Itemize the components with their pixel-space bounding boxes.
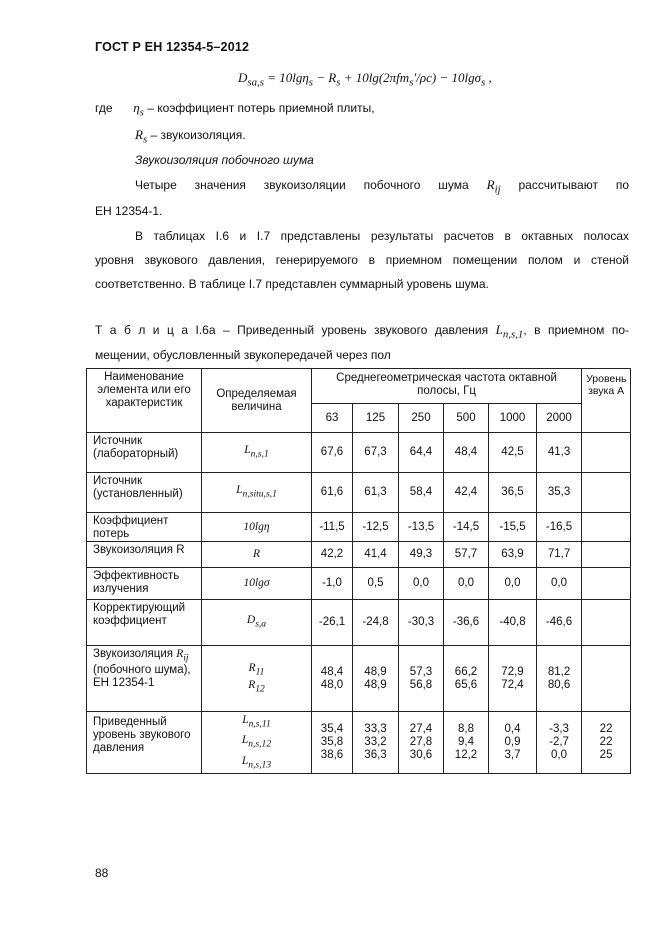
table-row [87,712,631,774]
value-cell: 49,3 [399,542,444,568]
quantity-cell [202,646,312,712]
total-cell-empty [582,513,631,542]
total-cell-empty [582,600,631,646]
quantity-cell: $D_{s,a}$ [202,600,312,646]
value-cell: 41,4 [353,542,399,568]
value-cell: 58,4 [399,473,444,513]
total-value: 22 [599,722,613,735]
header-quantity: Определяемая величина [202,369,312,433]
value-line: 0,0 [551,748,568,761]
element-name-cell [87,646,202,712]
paragraph-2-line-1: В таблицах I.6 и I.7 представлены результаты расчетов в октавных полосах [135,229,629,243]
value-cell [444,712,489,774]
element-name-cell: Источник (лабораторный) [87,433,202,473]
total-value: 25 [599,748,613,761]
value-line: 35,8 [320,735,344,748]
value-cell [444,646,489,712]
value-cell: 41,3 [537,433,582,473]
value-line: 48,4 [320,665,344,678]
total-cell-empty [582,568,631,600]
value-cell: 67,3 [353,433,399,473]
r-description: – звукоизоляция. [147,128,246,142]
table-row [87,473,631,513]
total-cell-empty [582,433,631,473]
damping-formula: $D_{sa,s} = 10\lg\eta_s - R_s + 10\lg(2\pi fm_s'/\rho c) - 10\lg\sigma_s$ , [238,70,492,89]
paragraph-2-line-2: уровня звукового давления, генерируемого в приемном помещении полом и стеной [95,253,629,267]
value-line: 27,8 [409,735,433,748]
table-row [87,600,631,646]
value-cell: 0,0 [537,568,582,600]
value-line: 3,7 [504,748,521,761]
rij-name-post: (побочного шума), ЕН 12354-1 [93,664,191,690]
quantity-line: $L_{n,s,13}$ [241,754,272,770]
table-caption-line-2: мещении, обусловленный звукопередачей через пол [95,348,391,362]
value-cell: 0,0 [444,568,489,600]
value-cell: 0,0 [489,568,537,600]
para1-text-end: рассчитывают по [518,178,629,192]
caption-text-end: , в приемном по- [523,323,629,337]
value-cell: -30,3 [399,600,444,646]
quantity-cell: $L_{n,situ,s,1}$ [202,473,312,513]
value-cell [399,712,444,774]
value-cell: 42,5 [489,433,537,473]
quantity-line: $R_{11}$ [248,662,265,678]
table-row [87,568,631,600]
total-cell-empty [582,646,631,712]
value-line: 33,3 [364,722,387,735]
quantity-cell: 10lgσ [202,568,312,600]
value-cell: 0,5 [353,568,399,600]
element-name-cell: Приведенный уровень звукового давления [87,712,202,774]
table-row [87,646,631,712]
value-cell: 0,0 [399,568,444,600]
table-row [87,542,631,568]
rij-name-pre: Звукоизоляция [93,648,177,660]
value-cell: -24,8 [353,600,399,646]
frequency-header: 500 [444,404,489,433]
results-table [86,368,631,774]
table-row [87,433,631,473]
value-line: 38,6 [320,748,344,761]
value-line: 57,3 [409,665,433,678]
value-line: 48,9 [364,678,387,691]
value-line: 81,2 [547,665,571,678]
value-cell: -13,5 [399,513,444,542]
value-line: 0,9 [504,735,521,748]
element-name-cell: Коэффициент потерь [87,513,202,542]
value-cell: 61,3 [353,473,399,513]
value-cell: 36,5 [489,473,537,513]
value-cell: 57,7 [444,542,489,568]
value-cell [399,646,444,712]
rij-name-symbol: $R_{ij}$ [176,648,189,664]
value-line: 35,4 [320,722,344,735]
frequency-header: 125 [353,404,399,433]
value-cell [312,646,353,712]
quantity-line: $L_{n,s,12}$ [241,734,272,750]
value-line: 36,3 [364,748,387,761]
value-line: 80,6 [547,678,571,691]
value-line: 12,2 [454,748,478,761]
value-line: 48,0 [320,678,344,691]
element-name-cell: Корректирующий коэффициент [87,600,202,646]
value-cell: -14,5 [444,513,489,542]
page-number: 88 [95,866,109,880]
value-line: 65,6 [454,678,478,691]
para1-text-start: Четыре значения звукоизоляции побочного шума [135,178,469,192]
value-cell [489,646,537,712]
value-cell [537,712,582,774]
value-cell: 42,4 [444,473,489,513]
value-cell: 71,7 [537,542,582,568]
header-total: Уровень звука A [582,369,631,433]
element-name-cell: Эффективность излучения [87,568,202,600]
value-cell: -36,6 [444,600,489,646]
value-line: 72,9 [501,665,524,678]
quantity-cell: R [202,542,312,568]
value-line: 8,8 [458,722,474,735]
frequency-header: 63 [312,404,353,433]
table-body [87,433,631,774]
value-line: -3,3 [549,722,569,735]
total-cell-empty [582,473,631,513]
value-cell: -46,6 [537,600,582,646]
caption-symbol: $L_{n,s,1}$ [495,322,524,341]
paragraph-2-line-3: соответственно. В таблице I.7 представлен суммарный уровень шума. [95,277,489,291]
value-line: 9,4 [458,735,474,748]
total-value: 22 [599,735,613,748]
value-cell [353,646,399,712]
value-cell: 61,6 [312,473,353,513]
value-line: 33,2 [364,735,387,748]
quantity-cell: $L_{n,s,1}$ [202,433,312,473]
value-cell: 35,3 [537,473,582,513]
frequency-header: 1000 [489,404,537,433]
value-line: 48,9 [364,665,387,678]
header-element: Наименование элемента или его характеристик [87,369,202,433]
table-row [87,513,631,542]
value-line: 30,6 [409,748,433,761]
where-label: где [95,101,113,115]
eta-description: – коэффициент потерь приемной плиты, [143,101,375,115]
frequency-header: 2000 [537,404,582,433]
element-name-cell: Звукоизоляция R [87,542,202,568]
value-cell: -12,5 [353,513,399,542]
value-cell: -40,8 [489,600,537,646]
document-header: ГОСТ Р ЕН 12354-5–2012 [95,40,250,54]
value-line: 56,8 [409,678,433,691]
paragraph-1-line-2: ЕН 12354-1. [95,204,163,218]
value-cell [353,712,399,774]
r-symbol: $R_s$ [135,127,148,146]
value-cell [312,712,353,774]
value-cell: -1,0 [312,568,353,600]
quantity-line: $R_{12}$ [248,678,265,694]
value-line: 0,4 [504,722,521,735]
value-cell: 64,4 [399,433,444,473]
element-name-cell: Источник (установленный) [87,473,202,513]
value-line: 66,2 [454,665,478,678]
value-cell: 67,6 [312,433,353,473]
value-cell: -15,5 [489,513,537,542]
value-cell: -26,1 [312,600,353,646]
header-band-group: Среднегеометрическая частота октавной полосы, Гц [312,369,582,404]
value-line: 27,4 [409,722,433,735]
value-line: -2,7 [549,735,569,748]
value-cell: -16,5 [537,513,582,542]
caption-text-start: Т а б л и ц а I.6а – Приведенный уровень звукового давления [95,323,489,337]
frequency-header: 250 [399,404,444,433]
where-eta-line [95,96,375,125]
paragraph-1-line-1 [135,173,629,202]
rij-symbol: $R_{ij}$ [486,177,501,196]
total-cell-empty [582,542,631,568]
total-cell [582,712,631,774]
quantity-line: $L_{n,s,11}$ [242,714,271,730]
value-cell: 48,4 [444,433,489,473]
value-line: 72,4 [501,678,524,691]
eta-symbol: $\eta_s$ [133,100,144,119]
quantity-cell: 10lgη [202,513,312,542]
subheading: Звукоизоляция побочного шума [135,153,314,167]
value-cell [489,712,537,774]
value-cell [537,646,582,712]
quantity-cell [202,712,312,774]
value-cell: -11,5 [312,513,353,542]
value-cell: 63,9 [489,542,537,568]
value-cell: 42,2 [312,542,353,568]
